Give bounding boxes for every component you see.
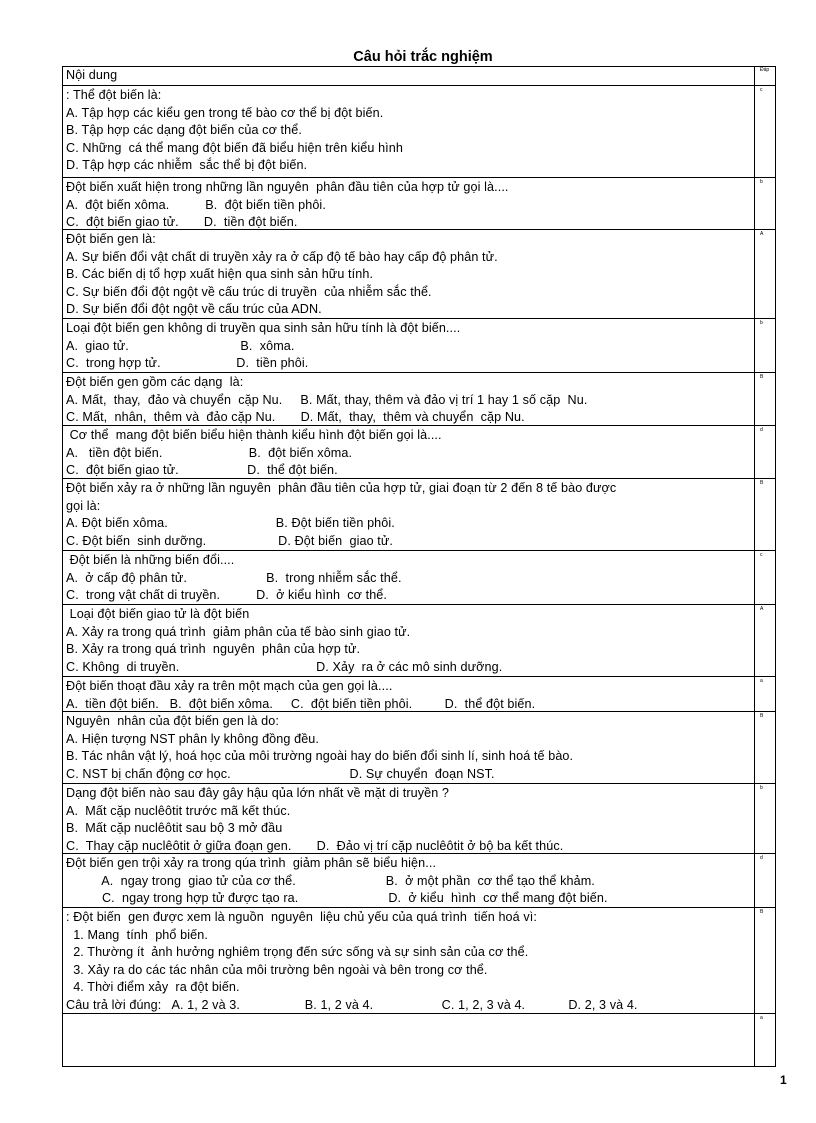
header-answer-label: Đáp — [760, 67, 770, 73]
question-stem: Đột biến gen trội xảy ra trong qúa trình giảm phân sẽ biểu hiện... — [66, 856, 437, 870]
question-stem: Loại đột biến giao tử là đột biến — [66, 607, 250, 621]
question-option: 4. Thời điểm xảy ra đột biến. — [66, 980, 240, 994]
answer-key: b — [760, 179, 763, 185]
question-stem: Đột biến gen gồm các dạng là: — [66, 375, 244, 389]
question-stem: : Thể đột biến là: — [66, 88, 162, 102]
answer-key: A — [760, 231, 764, 237]
question-stem: Cơ thể mang đột biến biểu hiện thành kiểu hình đột biến gọi là.... — [66, 428, 442, 442]
question-content — [62, 178, 754, 232]
question-row — [62, 425, 776, 478]
question-row — [62, 604, 776, 676]
question-option: A. Mất, thay, đảo và chuyển cặp Nu. B. Mất, thay, thêm và đảo vị trí 1 hay 1 số cặp Nu. — [66, 392, 588, 407]
question-content — [62, 86, 754, 175]
question-option: B. Tác nhân vật lý, hoá học của môi trường ngoài hay do biến đổi sinh lí, sinh hoá tế bào. — [66, 749, 574, 763]
question-option: A. ở cấp độ phân tử. B. trong nhiễm sắc thể. — [66, 570, 402, 585]
question-option: B. Tập hợp các dạng đột biến của cơ thể. — [66, 123, 302, 137]
question-stem: Đột biến xuất hiện trong những lần nguyên phân đầu tiên của hợp tử gọi là.... — [66, 180, 509, 194]
question-content — [62, 551, 754, 605]
question-stem: Nguyên nhân của đột biến gen là do: — [66, 714, 279, 728]
question-row — [62, 676, 776, 711]
question-option: 2. Thường ít ảnh hưởng nghiêm trọng đến sức sống và sự sinh sản của cơ thể. — [66, 945, 529, 959]
question-option: D. Sự biến đổi đột ngột về cấu trúc của ADN. — [66, 302, 322, 316]
question-stem: Dạng đột biến nào sau đây gây hậu qủa lớn nhất về mặt di truyền ? — [66, 786, 450, 800]
question-row — [62, 783, 776, 853]
question-option: A. tiền đột biến. B. đột biến xôma. — [66, 445, 353, 460]
question-content — [62, 479, 754, 550]
question-option: A. ngay trong giao tử của cơ thể. B. ở một phần cơ thể tạo thể khảm. — [66, 873, 595, 888]
question-row — [62, 85, 776, 177]
question-option: C. ngay trong hợp tử được tạo ra. D. ở kiểu hình cơ thể mang đột biến. — [66, 891, 608, 905]
answer-key: a — [760, 678, 763, 684]
question-row — [62, 550, 776, 604]
answer-key: B — [760, 480, 764, 486]
question-stem: : Đột biến gen được xem là nguồn nguyên liệu chủ yếu của quá trình tiến hoá vì: — [66, 910, 537, 924]
answer-key: b — [760, 320, 763, 326]
question-option: C. trong vật chất di truyền. D. ở kiểu hình cơ thể. — [66, 588, 388, 602]
question-content — [62, 908, 754, 1014]
question-content — [62, 373, 754, 427]
answer-key: B — [760, 713, 764, 719]
question-option: B. Mất cặp nuclêôtit sau bộ 3 mở đầu — [66, 821, 283, 835]
question-stem: Loại đột biến gen không di truyền qua sinh sản hữu tính là đột biến.... — [66, 321, 461, 335]
question-row — [62, 478, 776, 550]
question-option: A. Hiện tượng NST phân ly không đồng đều. — [66, 731, 319, 746]
question-row — [62, 372, 776, 425]
question-content — [62, 230, 754, 319]
answer-key: B — [760, 909, 764, 915]
question-content — [62, 319, 754, 373]
question-content — [62, 677, 754, 713]
question-row — [62, 1013, 776, 1067]
question-row — [62, 229, 776, 318]
question-content — [62, 605, 754, 676]
question-option: C. Thay cặp nuclêôtit ở giữa đoạn gen. D. Đảo vị trí cặp nuclêôtit ở bộ ba kết thúc. — [66, 838, 564, 853]
answer-key: d — [760, 427, 763, 433]
question-option: B. Xảy ra trong quá trình nguyên phân của hợp tử. — [66, 642, 361, 656]
question-option: D. Tập hợp các nhiễm sắc thể bị đột biến. — [66, 158, 308, 172]
header-content-label: Nội dung — [66, 68, 118, 82]
answer-key: A — [760, 606, 764, 612]
question-option: C. Không di truyền. D. Xảy ra ở các mô sinh dưỡng. — [66, 659, 503, 674]
question-stem: Đột biến xảy ra ở những lần nguyên phân đầu tiên của hợp tử, giai đoạn từ 2 đến 8 tế bào được — [66, 481, 617, 495]
question-content — [62, 1014, 754, 1015]
question-option: C. trong hợp tử. D. tiền phôi. — [66, 356, 309, 370]
table-header-row — [62, 66, 776, 85]
question-option: A. Mất cặp nuclêôtit trước mã kết thúc. — [66, 803, 291, 818]
question-option: A. giao tử. B. xôma. — [66, 338, 295, 353]
question-option: B. Các biến dị tổ hợp xuất hiện qua sinh sản hữu tính. — [66, 267, 374, 281]
question-row — [62, 853, 776, 907]
question-option: 3. Xảy ra do các tác nhân của môi trường bên ngoài và bên trong cơ thể. — [66, 962, 488, 977]
question-row — [62, 907, 776, 1013]
question-content — [62, 784, 754, 855]
question-stem: Đột biến thoạt đầu xảy ra trên một mạch của gen gọi là.... — [66, 679, 393, 693]
question-option: C. Sự biến đổi đột ngột về cấu trúc di truyền của nhiễm sắc thể. — [66, 284, 432, 299]
question-stem: Đột biến gen là: — [66, 232, 156, 246]
question-option: A. Tập hợp các kiểu gen trong tế bào cơ thể bị đột biến. — [66, 105, 384, 120]
question-content — [62, 426, 754, 480]
answer-key: d — [760, 855, 763, 861]
answer-key: a — [760, 1015, 763, 1021]
question-content — [62, 854, 754, 908]
question-content — [62, 712, 754, 783]
question-option: A. Xảy ra trong quá trình giảm phân của tế bào sinh giao tử. — [66, 624, 411, 639]
question-option: A. tiền đột biến. B. đột biến xôma. C. đột biến tiền phôi. D. thể đột biến. — [66, 696, 536, 711]
answer-key: c — [760, 87, 763, 93]
question-option: A. Đột biến xôma. B. Đột biến tiền phôi. — [66, 516, 395, 530]
question-option: Câu trả lời đúng: A. 1, 2 và 3. B. 1, 2 và 4. C. 1, 2, 3 và 4. D. 2, 3 và 4. — [66, 997, 638, 1012]
question-row — [62, 318, 776, 372]
question-option: C. đột biến giao tử. D. thể đột biến. — [66, 463, 338, 477]
question-row — [62, 711, 776, 783]
question-option: C. đột biến giao tử. D. tiền đột biến. — [66, 215, 298, 229]
question-option: gọi là: — [66, 498, 101, 513]
question-option: 1. Mang tính phổ biến. — [66, 927, 208, 942]
answer-key: c — [760, 552, 763, 558]
page-number: 1 — [780, 1073, 787, 1087]
answer-key: B — [760, 374, 764, 380]
question-option: C. Những cá thể mang đột biến đã biểu hiện trên kiểu hình — [66, 140, 403, 155]
question-row — [62, 177, 776, 229]
question-option: A. đột biến xôma. B. đột biến tiền phôi. — [66, 197, 326, 212]
question-option: A. Sự biến đổi vật chất di truyền xảy ra ở cấp độ tế bào hay cấp độ phân tử. — [66, 249, 498, 264]
question-stem: Đột biến là những biến đổi.... — [66, 553, 235, 567]
question-option: C. Mất, nhân, thêm và đảo cặp Nu. D. Mất, thay, thêm và chuyển cặp Nu. — [66, 410, 525, 424]
question-option: C. NST bị chấn động cơ học. D. Sự chuyển đoạn NST. — [66, 766, 495, 781]
question-option: C. Đột biến sinh dưỡng. D. Đột biến giao tử. — [66, 533, 394, 548]
answer-key: b — [760, 785, 763, 791]
page-title: Câu hỏi trắc nghiệm — [353, 49, 493, 65]
